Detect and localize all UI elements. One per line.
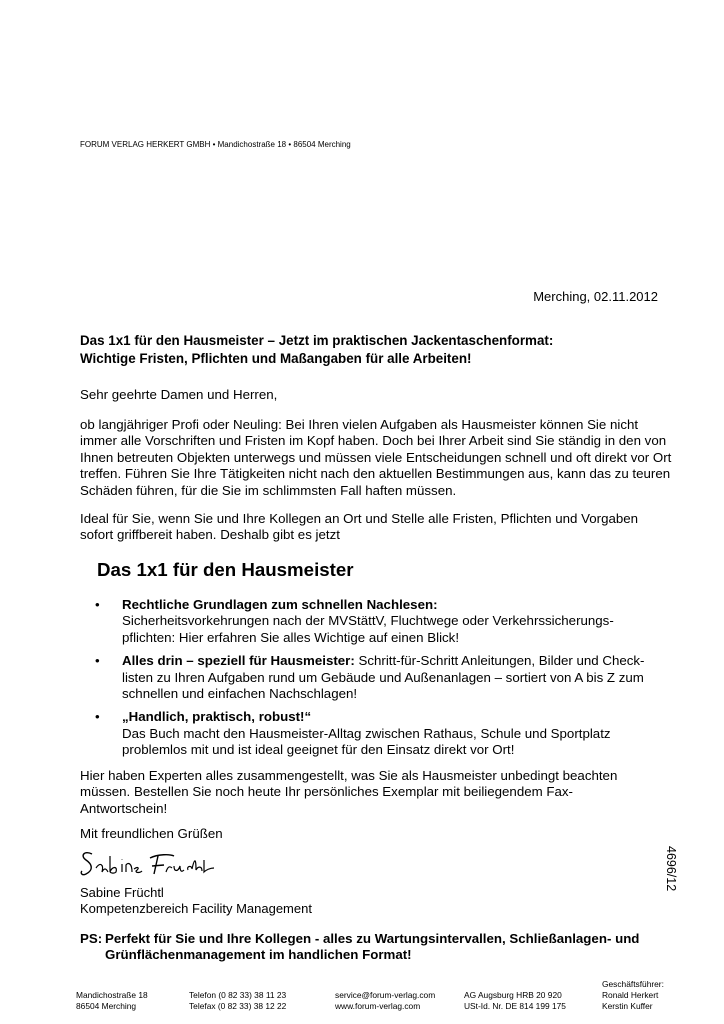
body-paragraph-1: ob langjähriger Profi oder Neuling: Bei Ihren vielen Aufgaben als Hausmeister können Sie nicht immer alle Vorschriften und Fristen im Kopf haben. Doch bei Ihrer Arbeit sind Sie ständig in den von Ihnen betreuten Objekten unterwegs und müssen viele Entscheidungen schnell und oft direkt vor Ort treffen. Führen Sie Ihre Tätigkeiten nicht nach den aktuellen Bestimmungen aus, kann das zu teuren Schäden führen, für die Sie im schlimmsten Fall haften müssen.: [80, 417, 672, 498]
letter-date: Merching, 02.11.2012: [533, 289, 658, 304]
sender-address-line: FORUM VERLAG HERKERT GMBH • Mandichostraße 18 • 86504 Merching: [80, 140, 351, 149]
reference-code: 4696/12: [664, 846, 678, 892]
footer-address: Mandichostraße 18 86504 Merching: [76, 990, 148, 1011]
list-item-text: Sicherheitsvorkehrungen nach der MVStättV, Fluchtwege oder Verkehrssicherungs- pflichten: Hier erfahren Sie alles Wichtige auf einen Blick!: [122, 613, 614, 645]
postscript-text: Perfekt für Sie und Ihre Kollegen - alles zu Wartungsintervallen, Schließanlagen- und Grünflächenmanagement im handlichen Format!: [105, 931, 640, 963]
bullet-icon: •: [95, 597, 100, 612]
footer-management: Geschäftsführer: Ronald Herkert Kerstin Kuffer: [602, 979, 664, 1011]
signatory-block: Sabine Früchtl Kompetenzbereich Facility Management: [80, 885, 312, 917]
body-paragraph-3: Hier haben Experten alles zusammengestellt, was Sie als Hausmeister unbedingt beachten müssen. Bestellen Sie noch heute Ihr persönliches Exemplar mit beiliegendem Fax- Antwortschein!: [80, 768, 618, 816]
list-item-heading: Rechtliche Grundlagen zum schnellen Nachlesen:: [122, 597, 438, 612]
postscript-label: PS:: [80, 931, 103, 946]
footer-email-web: service@forum-verlag.com www.forum-verlag.com: [335, 990, 436, 1011]
book-title: Das 1x1 für den Hausmeister: [97, 559, 354, 580]
footer-phone-fax: Telefon (0 82 33) 38 11 23 Telefax (0 82 33) 38 12 22: [189, 990, 287, 1011]
bullet-icon: •: [95, 653, 100, 669]
list-item-heading: „Handlich, praktisch, robust!“: [122, 709, 312, 725]
feature-list: [80, 597, 680, 766]
list-item-text: Das Buch macht den Hausmeister-Alltag zwischen Rathaus, Schule und Sportplatz problemlos mit und ist ideal geeignet für den Einsatz direkt vor Ort!: [122, 725, 611, 758]
footer-register: AG Augsburg HRB 20 920 USt-Id. Nr. DE 814 199 175: [464, 990, 566, 1011]
list-item: [80, 597, 680, 646]
closing-phrase: Mit freundlichen Grüßen: [80, 826, 223, 841]
list-item: [80, 709, 680, 758]
postscript: [80, 931, 680, 964]
handwritten-signature: [78, 846, 228, 882]
bullet-icon: •: [95, 709, 100, 725]
salutation: Sehr geehrte Damen und Herren,: [80, 387, 278, 402]
subject-line-1: Das 1x1 für den Hausmeister – Jetzt im praktischen Jackentaschenformat:: [80, 333, 554, 348]
subject-heading: [80, 332, 660, 367]
body-paragraph-2: Ideal für Sie, wenn Sie und Ihre Kollegen an Ort und Stelle alle Fristen, Pflichten und Vorgaben sofort griffbereit haben. Deshalb gibt es jetzt: [80, 511, 639, 543]
list-item: [80, 653, 680, 702]
subject-line-2: Wichtige Fristen, Pflichten und Maßangaben für alle Arbeiten!: [80, 350, 472, 366]
list-item-text: Schritt-für-Schritt Anleitungen, Bilder und Check- listen zu Ihren Aufgaben rund um Gebäude und Außenanlagen – sortiert von A bis Z zum schnellen und einfachen Nachschlagen!: [122, 653, 645, 702]
list-item-heading: Alles drin – speziell für Hausmeister:: [122, 653, 355, 669]
